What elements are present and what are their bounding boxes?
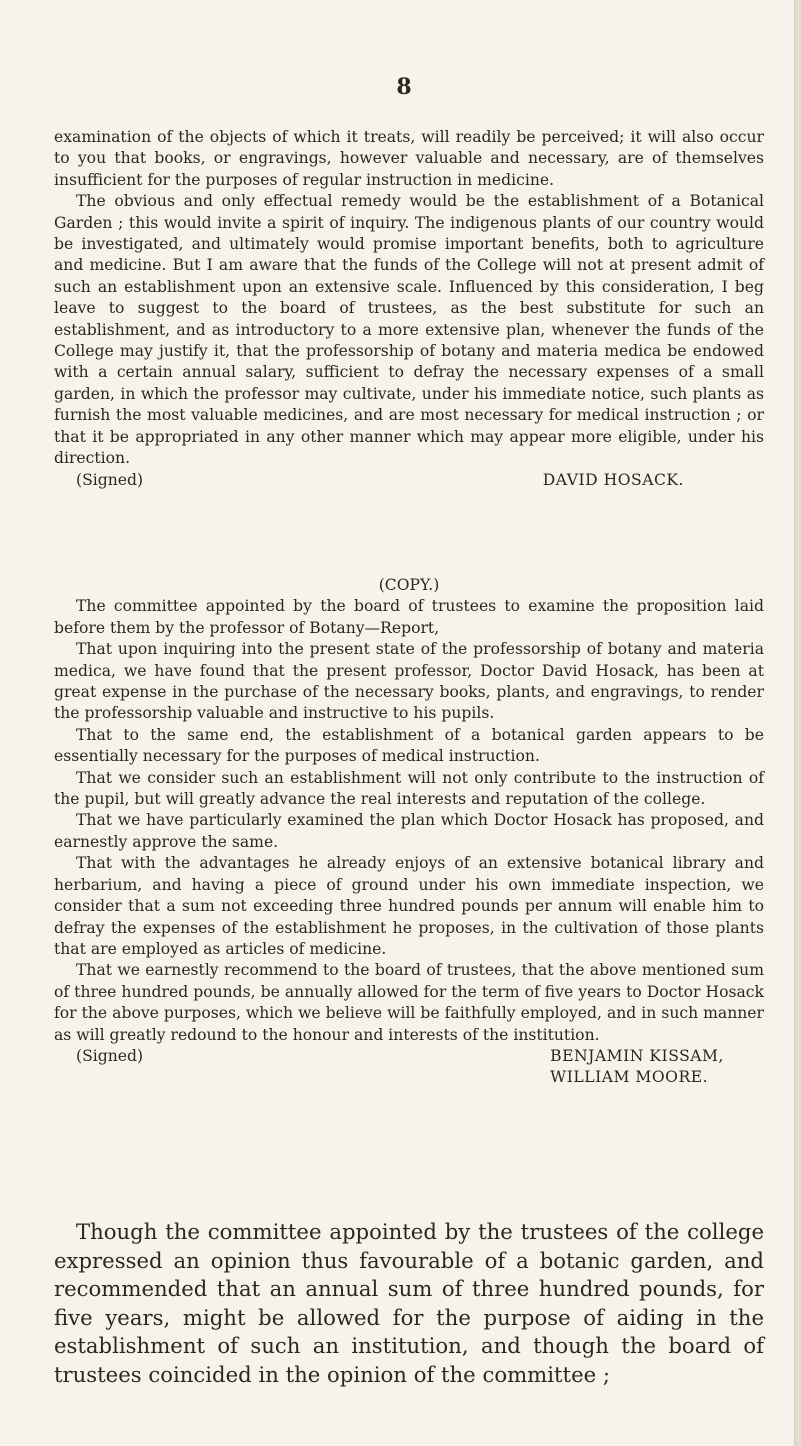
committee-report <box>54 563 764 1089</box>
report-paragraph: That upon inquiring into the present state of the professorship of botany and materia medica, we have found that the present professor, Doctor David Hosack, has been at great expense in the purchase of the necessary books, plants, and engravings, to render the professorship valuable and instructive to his pupils. <box>54 640 764 723</box>
margin-ruling <box>794 0 795 1446</box>
signatory-name: DAVID HOSACK. <box>542 470 684 489</box>
letter-section <box>54 127 764 491</box>
page-number: 8 <box>396 74 412 100</box>
report-paragraph: The committee appointed by the board of trustees to examine the proposition laid before them by the professor of Botany—Report, <box>54 597 764 637</box>
signed-label: (Signed) <box>76 1046 144 1065</box>
letter-paragraph: The obvious and only effectual remedy would be the establishment of a Botanical Garden ; this would invite a spirit of inquiry. The indigenous plants of our country would be investigated, and ultimately would promise important benefits, both to agriculture and medicine. But I am aware that the funds of the College will not at present admit of such an establishment upon an extensive scale. Influenced by this consideration, I beg leave to suggest to the board of trustees, as the best substitute for such an establishment, and as introductory to a more extensive plan, whenever the funds of the College may justify it, that the professorship of botany and materia medica be endowed with a certain annual salary, sufficient to defray the necessary expenses of a small garden, in which the professor may cultivate, under his immediate notice, such plants as furnish the most valuable medicines, and are most necessary for medical instruction ; or that it be appropriated in any other manner which may appear more eligible, under his direction. <box>54 192 764 468</box>
signatory-names <box>550 1046 764 1089</box>
report-paragraph: That with the advantages he already enjoys of an extensive botanical library and herbarium, and having a piece of ground under his own immediate inspection, we consider that a sum not exceeding three hundred pounds per annum will enable him to defray the expenses of the establishment he proposes, in the cultivation of those plants that are employed as articles of medicine. <box>54 854 764 958</box>
report-signature <box>54 1046 764 1089</box>
closing-section <box>54 1218 764 1390</box>
page-edge <box>795 0 801 1446</box>
signed-label: (Signed) <box>76 470 144 489</box>
report-paragraph: That we consider such an establishment will not only contribute to the instruction of the pupil, but will greatly advance the real interests and reputation of the college. <box>54 768 764 809</box>
report-paragraph: That we have particularly examined the plan which Doctor Hosack has proposed, and earnestly approve the same. <box>54 811 764 851</box>
report-paragraph: That we earnestly recommend to the board of trustees, that the above mentioned sum of three hundred pounds, be annually allowed for the term of five years to Doctor Hosack for the above purposes, which we believe will be faithfully employed, and in such manner as will greatly redound to the honour and interests of the institution. <box>54 961 764 1044</box>
letter-paragraph: examination of the objects of which it treats, will readily be perceived; it will also occur to you that books, or engravings, however valuable and necessary, are of themselves insufficient for the purposes of regular instruction in medicine. <box>54 128 764 189</box>
letter-signature <box>54 470 764 491</box>
copy-heading: (COPY.) <box>378 576 440 594</box>
signatory-name: WILLIAM MOORE. <box>550 1068 709 1087</box>
signatory-name: BENJAMIN KISSAM, <box>550 1046 724 1065</box>
closing-paragraph: Though the committee appointed by the trustees of the college expressed an opinion thus favourable of a botanic garden, and recommended that an annual sum of three hundred pounds, for five years, might be allowed for the purpose of aiding in the establishment of such an institution, and though the board of trustees coincided in the opinion of the committee ; <box>54 1219 764 1387</box>
report-paragraph: That to the same end, the establishment of a botanical garden appears to be essentially necessary for the purposes of medical instruction. <box>54 725 764 766</box>
